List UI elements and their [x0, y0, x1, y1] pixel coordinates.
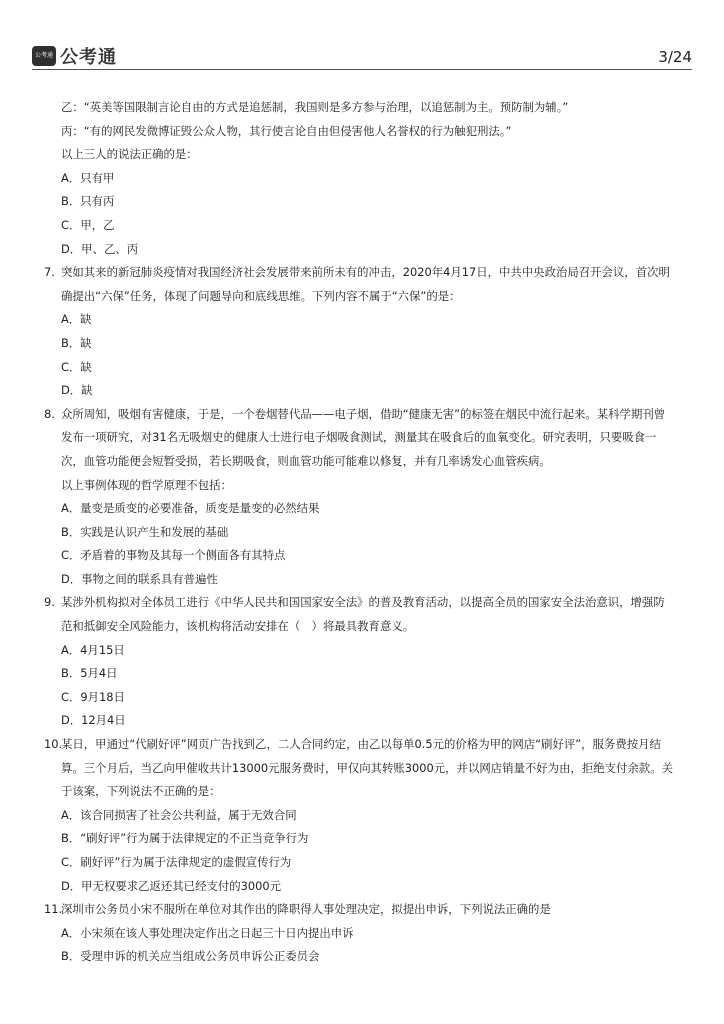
option: D．甲、乙、丙 [61, 241, 139, 256]
question-stem: 某涉外机构拟对全体员工进行《中华人民共和国国家安全法》的普及教育活动，以提高全员的国家安全法治意识，增强防 [61, 595, 665, 610]
option: C．9月18日 [61, 689, 125, 704]
question-stem: 深圳市公务员小宋不服所在单位对其作出的降职得人事处理决定，拟提出申诉，下列说法正确的是 [61, 902, 551, 917]
option: D．缺 [61, 383, 93, 398]
question-stem: 算。三个月后，当乙向甲催收共计13000元服务费时，甲仅向其转账3000元，并以网店销量不好为由，拒绝支付余款。关 [61, 760, 673, 775]
question-number: 8. [44, 406, 55, 421]
document-body [40, 96, 692, 969]
option: A．4月15日 [61, 642, 125, 657]
page-header [32, 44, 692, 70]
question-stem: 于该案，下列说法不正确的是： [61, 784, 221, 799]
question-stem: 众所周知，吸烟有害健康，于是，一个卷烟替代品——电子烟，借助“健康无害”的标签在烟民中流行起来。某科学期刊曾 [61, 406, 666, 421]
question-7 [40, 261, 692, 308]
question-9 [40, 591, 692, 638]
text-line: 以上三人的说法正确的是： [61, 147, 198, 162]
question-stem: 以上事例体现的哲学原理不包括： [61, 477, 232, 492]
option: B．5月4日 [61, 666, 118, 681]
question-stem: 某日，甲通过“代刷好评”网页广告找到乙，二人合同约定，由乙以每单0.5元的价格为甲的网店“刷好评”，服务费按月结 [61, 737, 661, 752]
option: B．“刷好评”行为属于法律规定的不正当竞争行为 [61, 831, 309, 846]
option: B．缺 [61, 335, 92, 350]
option: D．事物之间的联系具有普遍性 [61, 571, 218, 586]
question-stem: 突如其来的新冠肺炎疫情对我国经济社会发展带来前所未有的冲击，2020年4月17日，中共中央政治局召开会议，首次明 [61, 265, 670, 280]
option: A．该合同损害了社会公共利益，属于无效合同 [61, 807, 297, 822]
option: B．只有丙 [61, 194, 115, 209]
question-stem: 范和抵御安全风险能力，该机构将活动安排在（ ）将最具教育意义。 [61, 619, 415, 634]
option: C．缺 [61, 359, 92, 374]
question-11 [40, 898, 692, 922]
option: A．小宋须在该人事处理决定作出之日起三十日内提出申诉 [61, 925, 354, 940]
question-8 [40, 403, 692, 497]
text-line: 丙：“有的网民发微博证毁公众人物，其行使言论自由但侵害他人名誉权的行为触犯刑法。” [61, 123, 512, 138]
logo-text: 公考通 [60, 47, 117, 68]
option: D．甲无权要求乙返还其已经支付的3000元 [61, 878, 282, 893]
option: B．受理申诉的机关应当组成公务员申诉公正委员会 [61, 949, 320, 964]
option: C．刷好评”行为属于法律规定的虚假宣传行为 [61, 855, 292, 869]
option: A．缺 [61, 312, 92, 327]
option: A．只有甲 [61, 170, 115, 185]
question-10 [40, 733, 692, 804]
option: A．量变是质变的必要准备，质变是量变的必然结果 [61, 501, 320, 516]
option: C．矛盾着的事物及其每一个侧面各有其特点 [61, 548, 286, 563]
question-stem: 发布一项研究，对31名无吸烟史的健康人士进行电子烟吸食测试，测量其在吸食后的血氧变化。研究表明，只要吸食一 [61, 430, 657, 445]
question-number: 11. [44, 902, 63, 917]
option: B．实践是认识产生和发展的基础 [61, 524, 229, 539]
question-number: 10. [44, 737, 63, 752]
question-number: 9. [44, 595, 55, 610]
option: C．甲，乙 [61, 217, 115, 232]
logo-badge: 公考通 [32, 46, 56, 66]
question-number: 7. [44, 265, 55, 280]
header-divider [32, 69, 692, 70]
text-line: 乙：“英美等国限制言论自由的方式是追惩制，我国则是多方参与治理，以追惩制为主。预防制为辅。” [61, 100, 569, 114]
question-stem: 次，血管功能便会短暂受损，若长期吸食，则血管功能可能难以修复，并有几率诱发心血管疾病。 [61, 453, 551, 468]
logo [32, 44, 117, 68]
page-number: 3/24 [658, 48, 692, 66]
option: D．12月4日 [61, 713, 126, 728]
question-stem: 确提出“六保”任务，体现了问题导向和底线思维。下列内容不属于“六保”的是： [61, 288, 461, 303]
